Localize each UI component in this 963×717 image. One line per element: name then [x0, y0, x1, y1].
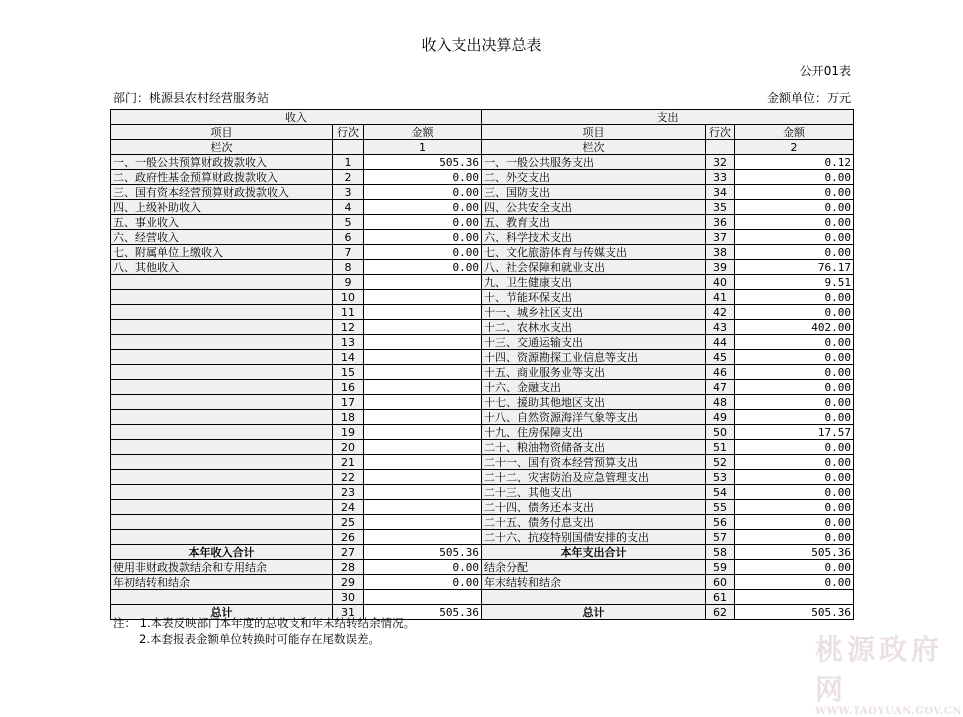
expense-row-no: 49 [706, 410, 735, 425]
income-row-no: 11 [333, 305, 364, 320]
expense-item: 十、节能环保支出 [482, 290, 706, 305]
income-row-no: 21 [333, 455, 364, 470]
department-label: 部门：桃源县农村经营服务站 [113, 91, 270, 105]
expense-item: 年末结转和结余 [482, 575, 706, 590]
income-row-no: 22 [333, 470, 364, 485]
table-row [111, 425, 854, 440]
income-amount [364, 590, 482, 605]
income-amount [364, 380, 482, 395]
footnote-1: 注： 1.本表反映部门本年度的总收支和年末结转结余情况。 [113, 616, 416, 630]
income-item [111, 515, 333, 530]
income-row-no: 4 [333, 200, 364, 215]
expense-col-blank [706, 140, 735, 155]
expense-row-no: 45 [706, 350, 735, 365]
table-row [111, 485, 854, 500]
expense-amount: 0.00 [735, 215, 854, 230]
section-header-row [111, 110, 854, 125]
table-row [111, 275, 854, 290]
expense-col-index: 2 [735, 140, 854, 155]
income-amount [364, 305, 482, 320]
expense-row-no: 58 [706, 545, 735, 560]
page-title: 收入支出决算总表 [421, 36, 542, 54]
income-amount: 0.00 [364, 200, 482, 215]
expense-row-no: 60 [706, 575, 735, 590]
expense-row-no: 59 [706, 560, 735, 575]
expense-amount: 0.00 [735, 440, 854, 455]
expense-row-no: 55 [706, 500, 735, 515]
expense-item: 总计 [482, 605, 706, 620]
income-item [111, 590, 333, 605]
expense-amount: 0.00 [735, 350, 854, 365]
expense-amount-header: 金额 [735, 125, 854, 140]
income-amount: 0.00 [364, 230, 482, 245]
income-row-no: 17 [333, 395, 364, 410]
expense-rowno-header: 行次 [706, 125, 735, 140]
table-row [111, 260, 854, 275]
income-section-header: 收入 [111, 110, 482, 125]
table-row [111, 350, 854, 365]
income-item [111, 485, 333, 500]
income-item: 总计 [111, 605, 333, 620]
income-item [111, 365, 333, 380]
expense-row-no: 46 [706, 365, 735, 380]
expense-col-label: 栏次 [482, 140, 706, 155]
expense-row-no: 53 [706, 470, 735, 485]
income-row-no: 13 [333, 335, 364, 350]
income-amount [364, 485, 482, 500]
table-row [111, 515, 854, 530]
table-row [111, 455, 854, 470]
income-item [111, 530, 333, 545]
income-rowno-header: 行次 [333, 125, 364, 140]
expense-item: 一、一般公共服务支出 [482, 155, 706, 170]
income-item: 八、其他收入 [111, 260, 333, 275]
income-item: 六、经营收入 [111, 230, 333, 245]
income-row-no: 8 [333, 260, 364, 275]
income-item: 使用非财政拨款结余和专用结余 [111, 560, 333, 575]
expense-item: 二十六、抗疫特别国债安排的支出 [482, 530, 706, 545]
expense-amount: 17.57 [735, 425, 854, 440]
table-row [111, 155, 854, 170]
expense-item: 十三、交通运输支出 [482, 335, 706, 350]
income-amount: 0.00 [364, 560, 482, 575]
expense-row-no: 34 [706, 185, 735, 200]
expense-amount: 402.00 [735, 320, 854, 335]
table-row [111, 170, 854, 185]
income-item [111, 425, 333, 440]
income-item [111, 305, 333, 320]
expense-amount: 0.00 [735, 530, 854, 545]
income-item: 年初结转和结余 [111, 575, 333, 590]
income-amount [364, 410, 482, 425]
expense-row-no: 44 [706, 335, 735, 350]
expense-item: 十五、商业服务业等支出 [482, 365, 706, 380]
table-row [111, 335, 854, 350]
expense-row-no: 41 [706, 290, 735, 305]
expense-row-no: 61 [706, 590, 735, 605]
expense-item: 十六、金融支出 [482, 380, 706, 395]
expense-row-no: 57 [706, 530, 735, 545]
expense-row-no: 56 [706, 515, 735, 530]
expense-amount: 0.00 [735, 560, 854, 575]
expense-item: 四、公共安全支出 [482, 200, 706, 215]
income-row-no: 29 [333, 575, 364, 590]
expense-amount: 0.00 [735, 395, 854, 410]
expense-item-header: 项目 [482, 125, 706, 140]
expense-row-no: 52 [706, 455, 735, 470]
income-amount: 0.00 [364, 170, 482, 185]
expense-amount: 0.00 [735, 290, 854, 305]
expense-amount: 0.00 [735, 380, 854, 395]
expense-row-no: 43 [706, 320, 735, 335]
expense-item: 十九、住房保障支出 [482, 425, 706, 440]
table-row [111, 395, 854, 410]
expense-item: 三、国防支出 [482, 185, 706, 200]
income-item: 五、事业收入 [111, 215, 333, 230]
income-row-no: 12 [333, 320, 364, 335]
expense-row-no: 35 [706, 200, 735, 215]
income-row-no: 30 [333, 590, 364, 605]
income-row-no: 5 [333, 215, 364, 230]
expense-row-no: 32 [706, 155, 735, 170]
table-row [111, 545, 854, 560]
income-amount: 505.36 [364, 605, 482, 620]
expense-amount: 0.12 [735, 155, 854, 170]
income-item [111, 470, 333, 485]
expense-item: 十七、援助其他地区支出 [482, 395, 706, 410]
income-row-no: 10 [333, 290, 364, 305]
income-row-no: 26 [333, 530, 364, 545]
income-expense-table [110, 109, 854, 620]
expense-amount: 76.17 [735, 260, 854, 275]
income-amount [364, 335, 482, 350]
income-col-index: 1 [364, 140, 482, 155]
table-row [111, 230, 854, 245]
watermark [815, 628, 963, 717]
table-row [111, 185, 854, 200]
watermark-en: WWW.TAOYUAN.GOV.CN [815, 706, 962, 717]
income-amount: 0.00 [364, 185, 482, 200]
income-amount [364, 530, 482, 545]
expense-amount: 0.00 [735, 200, 854, 215]
income-amount [364, 515, 482, 530]
income-row-no: 27 [333, 545, 364, 560]
income-amount [364, 365, 482, 380]
expense-amount: 0.00 [735, 410, 854, 425]
expense-amount: 9.51 [735, 275, 854, 290]
expense-amount: 0.00 [735, 170, 854, 185]
income-amount [364, 455, 482, 470]
expense-row-no: 48 [706, 395, 735, 410]
expense-amount: 0.00 [735, 185, 854, 200]
income-item [111, 350, 333, 365]
table-row [111, 365, 854, 380]
income-amount [364, 290, 482, 305]
expense-item: 八、社会保障和就业支出 [482, 260, 706, 275]
expense-item: 五、教育支出 [482, 215, 706, 230]
income-row-no: 19 [333, 425, 364, 440]
income-item: 七、附属单位上缴收入 [111, 245, 333, 260]
table-row [111, 245, 854, 260]
expense-row-no: 62 [706, 605, 735, 620]
income-item-header: 项目 [111, 125, 333, 140]
income-item [111, 455, 333, 470]
expense-amount: 0.00 [735, 575, 854, 590]
income-amount: 0.00 [364, 260, 482, 275]
income-item: 一、一般公共预算财政拨款收入 [111, 155, 333, 170]
income-row-no: 15 [333, 365, 364, 380]
table-row [111, 320, 854, 335]
expense-item: 二、外交支出 [482, 170, 706, 185]
table-row [111, 305, 854, 320]
table-row [111, 530, 854, 545]
income-row-no: 6 [333, 230, 364, 245]
expense-amount: 0.00 [735, 305, 854, 320]
income-amount [364, 425, 482, 440]
expense-item: 二十四、债务还本支出 [482, 500, 706, 515]
income-row-no: 24 [333, 500, 364, 515]
income-item [111, 380, 333, 395]
income-amount [364, 320, 482, 335]
expense-amount: 0.00 [735, 230, 854, 245]
expense-item: 二十、粮油物资储备支出 [482, 440, 706, 455]
table-row [111, 380, 854, 395]
expense-amount: 0.00 [735, 470, 854, 485]
expense-amount: 0.00 [735, 515, 854, 530]
expense-amount: 0.00 [735, 455, 854, 470]
income-row-no: 25 [333, 515, 364, 530]
income-item [111, 320, 333, 335]
income-col-blank [333, 140, 364, 155]
table-row [111, 470, 854, 485]
income-item [111, 410, 333, 425]
expense-item: 二十五、债务付息支出 [482, 515, 706, 530]
income-amount [364, 440, 482, 455]
income-row-no: 23 [333, 485, 364, 500]
income-amount-header: 金额 [364, 125, 482, 140]
expense-item: 结余分配 [482, 560, 706, 575]
income-amount [364, 395, 482, 410]
expense-row-no: 42 [706, 305, 735, 320]
column-index-row [111, 140, 854, 155]
table-row [111, 215, 854, 230]
column-header-row [111, 125, 854, 140]
table-row [111, 200, 854, 215]
expense-item: 六、科学技术支出 [482, 230, 706, 245]
income-amount [364, 275, 482, 290]
income-row-no: 14 [333, 350, 364, 365]
income-item: 本年收入合计 [111, 545, 333, 560]
expense-item: 九、卫生健康支出 [482, 275, 706, 290]
income-amount [364, 350, 482, 365]
income-amount: 0.00 [364, 245, 482, 260]
income-row-no: 20 [333, 440, 364, 455]
table-row [111, 440, 854, 455]
expense-row-no: 51 [706, 440, 735, 455]
table-row [111, 575, 854, 590]
income-amount: 505.36 [364, 155, 482, 170]
form-number: 公开01表 [799, 64, 851, 78]
income-row-no: 16 [333, 380, 364, 395]
table-row [111, 410, 854, 425]
income-item [111, 290, 333, 305]
expense-row-no: 38 [706, 245, 735, 260]
expense-item: 本年支出合计 [482, 545, 706, 560]
income-item: 三、国有资本经营预算财政拨款收入 [111, 185, 333, 200]
expense-amount: 505.36 [735, 605, 854, 620]
income-row-no: 7 [333, 245, 364, 260]
footnotes [113, 615, 415, 647]
expense-item: 十一、城乡社区支出 [482, 305, 706, 320]
expense-row-no: 33 [706, 170, 735, 185]
expense-amount: 0.00 [735, 500, 854, 515]
expense-item: 七、文化旅游体育与传媒支出 [482, 245, 706, 260]
expense-row-no: 54 [706, 485, 735, 500]
income-row-no: 28 [333, 560, 364, 575]
income-amount: 505.36 [364, 545, 482, 560]
expense-row-no: 39 [706, 260, 735, 275]
expense-amount: 0.00 [735, 335, 854, 350]
income-item [111, 395, 333, 410]
expense-row-no: 50 [706, 425, 735, 440]
expense-item: 二十二、灾害防治及应急管理支出 [482, 470, 706, 485]
expense-item: 二十三、其他支出 [482, 485, 706, 500]
income-amount: 0.00 [364, 575, 482, 590]
income-item [111, 275, 333, 290]
table-row [111, 500, 854, 515]
expense-section-header: 支出 [482, 110, 854, 125]
expense-row-no: 37 [706, 230, 735, 245]
income-row-no: 18 [333, 410, 364, 425]
expense-amount [735, 590, 854, 605]
table-row [111, 290, 854, 305]
income-row-no: 1 [333, 155, 364, 170]
income-row-no: 3 [333, 185, 364, 200]
expense-item: 十八、自然资源海洋气象等支出 [482, 410, 706, 425]
income-row-no: 9 [333, 275, 364, 290]
income-row-no: 31 [333, 605, 364, 620]
income-item [111, 440, 333, 455]
income-col-label: 栏次 [111, 140, 333, 155]
table-row [111, 590, 854, 605]
expense-row-no: 47 [706, 380, 735, 395]
expense-item: 十二、农林水支出 [482, 320, 706, 335]
expense-amount: 505.36 [735, 545, 854, 560]
income-item: 二、政府性基金预算财政拨款收入 [111, 170, 333, 185]
table-row [111, 560, 854, 575]
expense-amount: 0.00 [735, 485, 854, 500]
expense-amount: 0.00 [735, 365, 854, 380]
expense-item: 十四、资源勘探工业信息等支出 [482, 350, 706, 365]
income-item [111, 500, 333, 515]
expense-row-no: 36 [706, 215, 735, 230]
income-amount [364, 500, 482, 515]
income-item: 四、上级补助收入 [111, 200, 333, 215]
watermark-cn: 桃源政府网 [815, 633, 944, 706]
income-amount [364, 470, 482, 485]
amount-unit-label: 金额单位：万元 [766, 91, 851, 105]
expense-row-no: 40 [706, 275, 735, 290]
income-amount: 0.00 [364, 215, 482, 230]
income-item [111, 335, 333, 350]
expense-item: 二十一、国有资本经营预算支出 [482, 455, 706, 470]
expense-amount: 0.00 [735, 245, 854, 260]
footnote-2: 2.本套报表金额单位转换时可能存在尾数误差。 [139, 632, 380, 646]
expense-item [482, 590, 706, 605]
income-row-no: 2 [333, 170, 364, 185]
